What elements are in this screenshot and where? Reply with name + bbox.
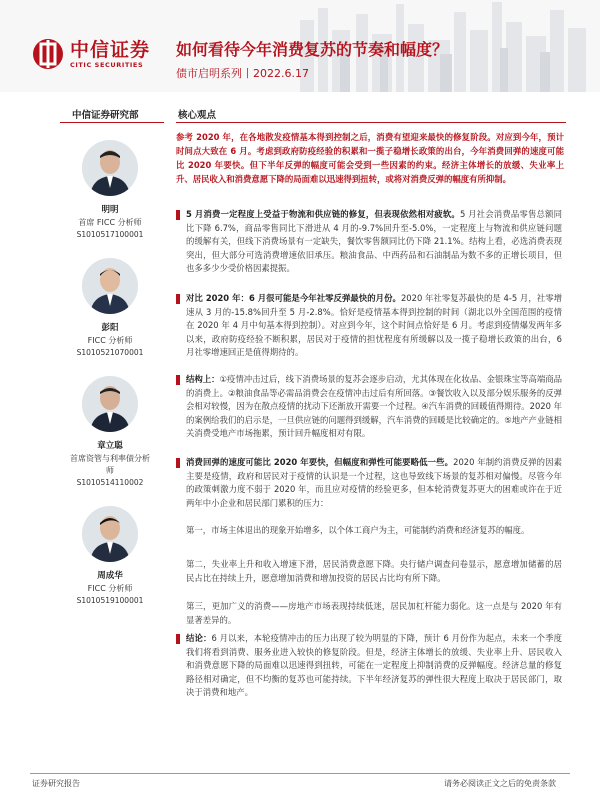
conclusion-text: 6 月以来，本轮疫情冲击的压力出现了较为明显的下降，预计 6 月份作为起点，未来一个季度我们将看到消费、服务业进入较快的修复阶段。但是，经济主体增长的放缓、失业率上升、居民收入和消费意愿下降的局面难以迅速得到扭转，可能在一定程度上抑制消费的反弹幅度。经济总量的修复路径相对确定，但不均衡的复苏也可能持续。下半年经济复苏的弹性很大程度上取决于居民部门，取决于消费和地产。 (186, 633, 563, 698)
point-item: 第二，失业率上升和收入增速下滑，居民消费意愿下降。央行储户调查问卷显示，愿意增加储蓄的居民占比在持续上升，愿意增加消费和增加投资的居民占比均有所下降。 (186, 559, 562, 583)
analyst-title: 首席 FICC 分析师 (78, 218, 142, 227)
analyst-title: FICC 分析师 (87, 584, 133, 593)
core-view-summary: 参考 2020 年，在各地散发疫情基本得到控制之后，消费有望迎来最快的修复阶段。对应到今年，预计时间点大致在 6 月。考虑到政府防疫经验的积累和一揽子稳增长政策的出台，今年消费回弹的速度可能比 2020 年要快。但下半年反弹的幅度可能会受到一些因素的约束。经济主体增长的放缓、失业率上升、居民收入和消费意愿下降的局面难以迅速得到扭转，或将对消费反弹的幅度有所抑制。 (176, 132, 564, 184)
footer-disclaimer: 请务必阅读正文之后的免责条款 (444, 779, 556, 788)
analyst-photo (82, 258, 138, 314)
report-header (0, 0, 600, 92)
analyst-card (60, 140, 160, 241)
conclusion-lead: 结论： (186, 633, 212, 643)
point-item: 第一，市场主体退出的现象开始增多，以个体工商户为主，可能制约消费和经济复苏的幅度。 (186, 525, 530, 535)
analyst-title: 首席资管与利率债分析师 (70, 454, 150, 475)
paragraph-lead: 5 月消费一定程度上受益于物流和供应链的修复，但表现依然相对疲软。 (186, 209, 460, 219)
analyst-title: FICC 分析师 (87, 336, 133, 345)
paragraph-marker (176, 375, 180, 385)
analyst-photo (82, 506, 138, 562)
research-dept-heading: 中信证券研究部 (72, 110, 139, 121)
paragraph-lead: 对比 2020 年：6 月很可能是今年社零反弹最快的月份。 (186, 293, 401, 303)
analyst-photo (82, 140, 138, 196)
analyst-photo (82, 376, 138, 432)
paragraph-marker (176, 210, 180, 220)
analyst-license: S1010517100001 (76, 230, 144, 239)
footer-divider (30, 773, 570, 774)
paragraph-text: 2020 年社零复苏最快的是 4-5 月，社零增速从 3 月的-15.8%回升至 5 月-2.8%。恰好是疫情基本得到控制的时间（湖北以外全国范围的疫情在 2020 年 4 月中旬基本得到控制）。对应到今年，这个时间点恰好是 6 月。考虑到疫情爆发两年多以来，政府防疫经验不断积累，居民对于疫情的担忧程度有所缓解以及一揽子稳增长政策的出台，6 月社零增速回正是值得期待的。 (186, 293, 562, 358)
analyst-license: S1010519100001 (76, 596, 144, 605)
citic-logo-icon (32, 38, 64, 70)
analyst-license: S1010514110002 (76, 478, 144, 487)
analyst-name: 明明 (101, 205, 119, 215)
paragraph-lead: 结构上： (186, 374, 220, 384)
paragraph-marker (176, 458, 180, 468)
citic-logo (32, 38, 150, 70)
analyst-card (60, 376, 160, 489)
brand-name-en: CITIC SECURITIES (70, 60, 144, 69)
body-paragraph (176, 373, 562, 441)
body-paragraph (176, 292, 562, 360)
analyst-card (60, 258, 160, 359)
core-view-heading: 核心观点 (178, 110, 217, 121)
paragraph-text: ①疫情冲击过后，线下消费场景的复苏会逐步启动，尤其体现在化妆品、金银珠宝等高端商品的消费上。②粮油食品等必需品消费会在疫情冲击过后有所回落。③餐饮收入以及部分娱乐服务的反弹会相对较慢，因为在散点疫情的扰动下还渐放开需要一个过程。④汽车消费的回暖值得期待。2020 年的案例给我们的启示是，一旦供应链的问题得到缓解，汽车消费的回暖是比较确定的。⑤地产产业链相关消费受地产市场拖累，预计回升幅度相对有限。 (186, 374, 563, 439)
paragraph-text: 5 月社会消费品零售总额同比下降 6.7%，商品零售同比下滑进从 4 月的-9.7%回升至-5.0%，一定程度上与物流和供应链问题的缓解有关，但线下消费场景有一定缺失，餐饮零售额同比仍下降 21.1%。结构上看，必选消费表现突出，但大部分可选消费增速依旧承压。粮油食品、中西药品和石油制品为数不多的正增长项目，但也多多少少受价格因素提振。 (186, 209, 562, 274)
analyst-name: 周成华 (97, 571, 123, 581)
analyst-name: 章立聪 (97, 441, 123, 451)
paragraph-text: 2020 年制约消费反弹的因素主要是疫情，政府和居民对于疫情的认识是一个过程，这也导致线下场景的复苏相对偏慢。尽管今年的政策刺激力度不弱于 2020 年，而且应对疫情的经验更多，但本轮消费复苏更大的困难或许在于近两年中小企业和居民部门累积的压力： (186, 457, 562, 508)
paragraph-marker (176, 294, 180, 304)
analyst-card (60, 506, 160, 607)
point-item: 第三，更加广义的消费——房地产市场表现持续低迷，居民加杠杆能力弱化。这一点是与 2020 年有显著差异的。 (186, 601, 562, 625)
paragraph-lead: 消费回弹的速度可能比 2020 年要快，但幅度和弹性可能要略低一些。 (186, 457, 454, 467)
right-divider (176, 122, 566, 123)
footer-report-type: 证券研究报告 (32, 779, 80, 788)
brand-name-cn: 中信证券 (70, 38, 151, 61)
report-title: 如何看待今年消费复苏的节奏和幅度？ (176, 40, 449, 59)
conclusion-paragraph (176, 632, 562, 700)
report-subtitle: 债市启明系列丨2022.6.17 (176, 67, 309, 80)
body-paragraph (176, 208, 562, 276)
paragraph-marker (176, 634, 180, 644)
analyst-name: 彭阳 (101, 323, 119, 333)
left-divider (60, 122, 164, 123)
body-paragraph (176, 456, 562, 510)
analyst-license: S1010521070001 (76, 348, 144, 357)
